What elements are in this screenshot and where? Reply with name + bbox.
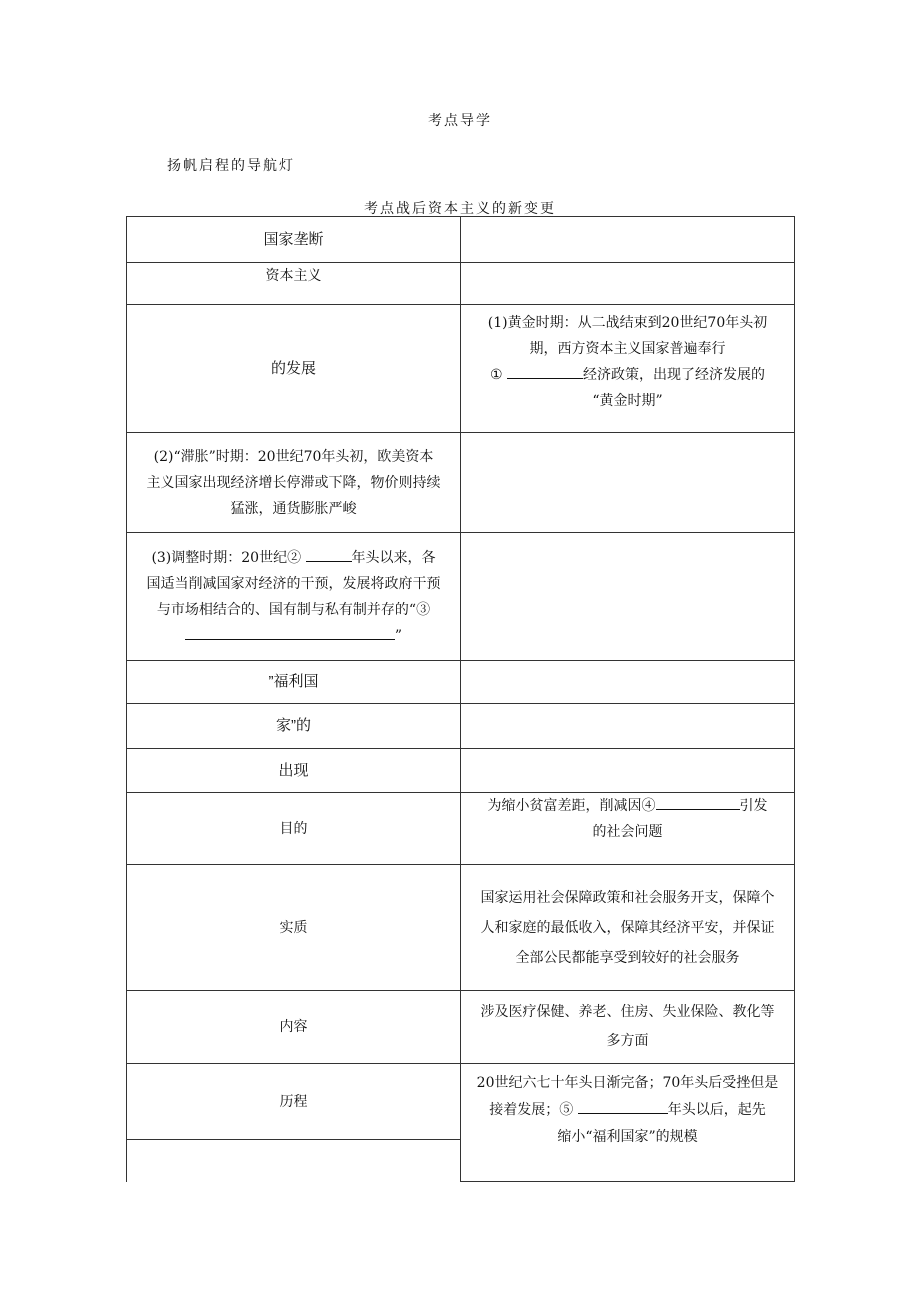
page-heading: 考点导学 (428, 113, 492, 129)
golden-age-text: 经济政策，出现了经济发展的 (583, 367, 765, 383)
golden-age-line: “黄金时期” (592, 393, 663, 409)
cell-empty (461, 263, 795, 305)
stagflation-line: 猛涨，通货膨胀严峻 (230, 500, 357, 517)
table-caption: 考点战后资本主义的新变更 (364, 201, 556, 217)
answer-blank-1[interactable] (507, 364, 583, 379)
cell-empty (461, 749, 795, 793)
adjustment-line (133, 545, 454, 571)
cell-golden-age (461, 305, 795, 433)
answer-blank-3[interactable] (185, 625, 395, 640)
cell-essence (461, 865, 795, 991)
adjustment-line (133, 623, 454, 649)
table-row (127, 1064, 795, 1140)
cell-welfare-3: 出现 (127, 749, 461, 793)
cell-empty (461, 661, 795, 704)
cell-history (461, 1064, 795, 1182)
cell-welfare-2: 家”的 (127, 704, 461, 749)
table-row (127, 793, 795, 865)
history-line (467, 1097, 788, 1124)
content-line: 多方面 (606, 1033, 649, 1049)
table-row (127, 305, 795, 433)
cell-adjustment (127, 533, 461, 661)
table-row (127, 991, 795, 1064)
table-row (127, 263, 795, 305)
page-subheading: 扬帆启程的导航灯 (167, 158, 295, 174)
cell-purpose-label: 目的 (127, 793, 461, 865)
essence-line: 人和家庭的最低收入，保障其经济平安，并保证 (480, 919, 775, 936)
cell-history-label: 历程 (127, 1064, 461, 1140)
adjustment-text: 年头以来，各 (351, 549, 436, 566)
table-row (127, 661, 795, 704)
cell-empty (461, 533, 795, 661)
blank-label: ① (489, 367, 503, 383)
adjustment-text: ” (394, 627, 403, 644)
cell-purpose (461, 793, 795, 865)
table-row (127, 749, 795, 793)
golden-age-line: 期，西方资本主义国家普遍奉行 (529, 341, 726, 357)
cell-empty (461, 433, 795, 533)
cell-development: 的发展 (127, 305, 461, 433)
cell-capitalism: 资本主义 (127, 263, 461, 305)
cell-essence-label: 实质 (127, 865, 461, 991)
purpose-text: 为缩小贫富差距，削减因④ (487, 798, 656, 814)
cell-empty (461, 704, 795, 749)
table-row (127, 704, 795, 749)
table-row (127, 433, 795, 533)
adjustment-line: 与市场相结合的、国有制与私有制并存的“③ (156, 601, 431, 618)
answer-blank-2[interactable] (306, 547, 352, 562)
purpose-line (467, 793, 788, 819)
golden-age-line (467, 362, 788, 388)
cell-state-monopoly: 国家垄断 (127, 217, 461, 263)
cell-stagflation (127, 433, 461, 533)
cell-welfare-1: ”福利国 (127, 661, 461, 704)
essence-line: 全部公民都能享受到较好的社会服务 (515, 949, 740, 966)
table-row (127, 533, 795, 661)
stagflation-line: 主义国家出现经济增长停滞或下降，物价则持续 (146, 474, 441, 491)
cell-content-label: 内容 (127, 991, 461, 1064)
answer-blank-4[interactable] (656, 795, 740, 810)
essence-line: 国家运用社会保障政策和社会服务开支，保障个 (480, 889, 775, 906)
cell-empty (461, 217, 795, 263)
answer-blank-5[interactable] (578, 1099, 668, 1114)
purpose-text: 引发 (739, 798, 768, 814)
purpose-line: 的社会问题 (592, 824, 663, 840)
history-line: 20世纪六七十年头日渐完备；70年头后受挫但是 (476, 1075, 779, 1091)
stagflation-line: (2)“滞胀”时期：20世纪70年头初，欧美资本 (153, 448, 434, 465)
table-row (127, 865, 795, 991)
history-text: 接着发展；⑤ (489, 1102, 574, 1118)
cell-content (461, 991, 795, 1064)
capitalism-changes-table (126, 216, 795, 1182)
cell-empty (127, 1140, 461, 1182)
content-line: 涉及医疗保健、养老、住房、失业保险、教化等 (480, 1004, 775, 1020)
history-text: 年头以后，起先 (667, 1102, 766, 1118)
adjustment-text: (3)调整时期：20世纪② (151, 549, 302, 566)
history-line: 缩小“福利国家”的规模 (557, 1129, 698, 1145)
table-row (127, 217, 795, 263)
golden-age-line: (1)黄金时期：从二战结束到20世纪70年头初 (487, 315, 768, 331)
adjustment-line: 国适当削减国家对经济的干预，发展将政府干预 (146, 575, 441, 592)
